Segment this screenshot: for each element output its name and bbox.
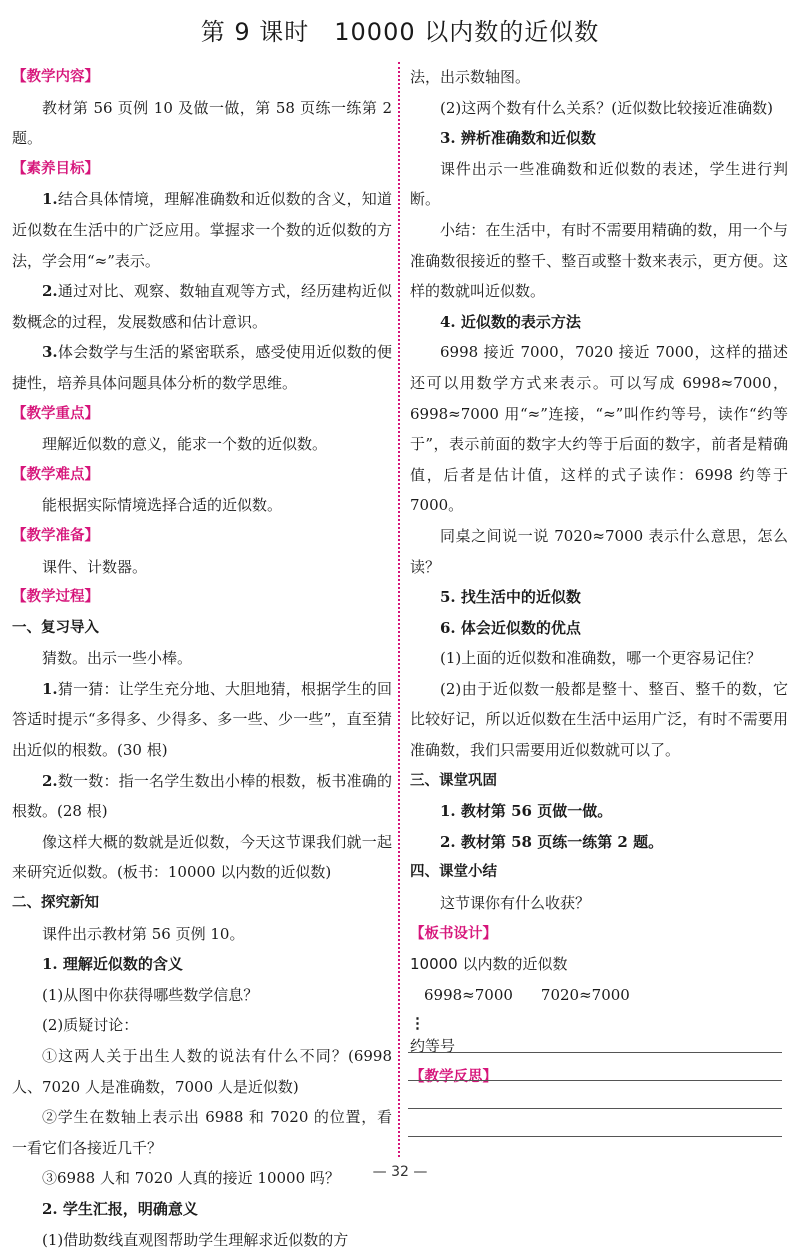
explore-step-1: 1. 理解近似数的含义	[42, 955, 183, 974]
heading-board-design: 【板书设计】	[410, 925, 497, 942]
heading-teaching-content: 【教学内容】	[12, 69, 99, 85]
explore-step-4: 4. 近似数的表示方法	[440, 312, 581, 331]
step-3-text: 课件出示一些准确数和近似数的表述，学生进行判断。	[410, 159, 788, 209]
heading-goals: 【素养目标】	[12, 160, 99, 177]
review-guess	[12, 674, 392, 766]
explore-question-2: (2)质疑讨论：	[42, 1016, 139, 1035]
heading-difficulty: 【教学难点】	[12, 466, 99, 483]
review-conclusion: 像这样大概的数就是近似数，今天这节课我们就一起来研究近似数。(板书：10000 以内数的近似数)	[12, 832, 392, 882]
practice-1: 1. 教材第 56 页做一做。	[440, 802, 613, 821]
board-equation-2: 7020≈7000	[540, 985, 630, 1004]
goal-2	[12, 276, 392, 337]
explore-discussion-1: ①这两人关于出生人数的说法有什么不同？(6998 人、7020 人是准确数，7000 人是近似数)	[12, 1047, 392, 1096]
review-guess-num: 1.	[42, 679, 58, 698]
reflection-lines	[408, 1052, 782, 1164]
board-title: 10000 以内数的近似数	[410, 955, 568, 974]
heading-reflection: 【教学反思】	[410, 1069, 497, 1085]
explore-step-2: 2. 学生汇报，明确意义	[42, 1199, 198, 1218]
section-explore: 二、探究新知	[12, 895, 99, 912]
explore-discussion-2: ②学生在数轴上表示出 6988 和 7020 的位置，看一看它们各接近几千？	[12, 1108, 392, 1157]
explore-step-3: 3. 辨析准确数和近似数	[440, 129, 596, 148]
board-vertical-dots: ⋮	[410, 1014, 425, 1033]
difficulty-text: 能根据实际情境选择合适的近似数。	[42, 496, 283, 515]
report-2: (2)这两个数有什么关系？(近似数比较接近准确数)	[440, 98, 773, 117]
section-practice: 三、课堂巩固	[410, 772, 497, 789]
explore-intro: 课件出示教材第 56 页例 10。	[42, 924, 245, 943]
reflection-line	[408, 1108, 782, 1109]
review-guess-text: 猜一猜：让学生充分地、大胆地猜，根据学生的回答适时提示“多得多、少得多、多一些、少一些”，直至猜出近似的根数。(30 根)	[12, 679, 392, 760]
step-6-question: (1)上面的近似数和准确数，哪一个更容易记住？	[440, 649, 762, 668]
step-4-text: 6998 接近 7000，7020 接近 7000，这样的描述还可以用数学方式来表示。可以写成 6998≈7000，6998≈7000 用“≈”连接，“≈”叫作约等号，读作“约等于”，表示前面的数字大约等于后面的数字，前者是精确值，后者是估计值，这样的式子读作：6998 约等于 7000。	[410, 343, 788, 515]
explore-question-1: (1)从图中你获得哪些数学信息？	[42, 985, 259, 1004]
step-6-answer: (2)由于近似数一般都是整十、整百、整千的数，它比较好记，所以近似数在生活中运用广泛，有时不需要用准确数，我们只需要用近似数就可以了。	[410, 679, 788, 760]
reflection-line	[408, 1080, 782, 1081]
goal-3	[12, 337, 392, 398]
key-point-text: 理解近似数的意义，能求一个数的近似数。	[42, 435, 328, 454]
report-1-continued: 法，出示数轴图。	[410, 68, 531, 86]
right-column	[410, 62, 788, 1093]
summary-text: 小结：在生活中，有时不需要用精确的数，用一个与准确数很接近的整千、整百或整十数来表示，更方便。这样的数就叫近似数。	[410, 220, 788, 301]
explore-step-6: 6. 体会近似数的优点	[440, 618, 581, 637]
goal-3-num: 3.	[42, 343, 58, 362]
board-equation-1: 6998≈7000	[424, 985, 513, 1004]
heading-preparation: 【教学准备】	[12, 527, 99, 544]
goal-1-num: 1.	[42, 190, 58, 209]
column-divider	[398, 62, 400, 1157]
section-review: 一、复习导入	[12, 619, 99, 636]
review-count-text: 数一数：指一名学生数出小棒的根数，板书准确的根数。(28 根)	[12, 771, 392, 821]
left-column	[12, 62, 392, 1255]
explore-step-5: 5. 找生活中的近似数	[440, 588, 581, 607]
page-number: — 32 —	[372, 1164, 428, 1180]
section-summary: 四、课堂小结	[410, 864, 497, 881]
preparation-text: 课件、计数器。	[42, 557, 148, 576]
reflection-line	[408, 1136, 782, 1137]
page-title: 第 9 课时 10000 以内数的近似数	[200, 18, 600, 46]
goal-3-text: 体会数学与生活的紧密联系，感受使用近似数的便捷性，培养具体问题具体分析的数学思维。	[12, 343, 392, 392]
goal-1-text: 结合具体情境，理解准确数和近似数的含义，知道近似数在生活中的广泛应用。掌握求一个数的近似数的方法，学会用“≈”表示。	[12, 190, 392, 270]
reflection-line	[408, 1052, 782, 1053]
board-note: 约等号	[410, 1037, 456, 1056]
teaching-content-text: 教材第 56 页例 10 及做一做，第 58 页练一练第 2 题。	[12, 98, 392, 148]
review-intro: 猜数。出示一些小棒。	[42, 649, 193, 668]
step-4-pair-talk: 同桌之间说一说 7020≈7000 表示什么意思，怎么读？	[410, 526, 788, 576]
goal-1	[12, 184, 392, 276]
practice-2: 2. 教材第 58 页练一练第 2 题。	[440, 832, 664, 851]
heading-process: 【教学过程】	[12, 589, 99, 606]
board-equations	[410, 980, 788, 1011]
summary-question: 这节课你有什么收获？	[440, 894, 591, 913]
goal-2-num: 2.	[42, 282, 58, 301]
explore-report-1: (1)借助数线直观图帮助学生理解求近似数的方	[42, 1230, 349, 1249]
review-count-num: 2.	[42, 771, 58, 790]
explore-discussion-3: ③6988 人和 7020 人真的接近 10000 吗？	[42, 1169, 340, 1188]
goal-2-text: 通过对比、观察、数轴直观等方式，经历建构近似数概念的过程，发展数感和估计意识。	[12, 282, 392, 331]
review-count	[12, 766, 392, 827]
heading-key-point: 【教学重点】	[12, 405, 99, 422]
